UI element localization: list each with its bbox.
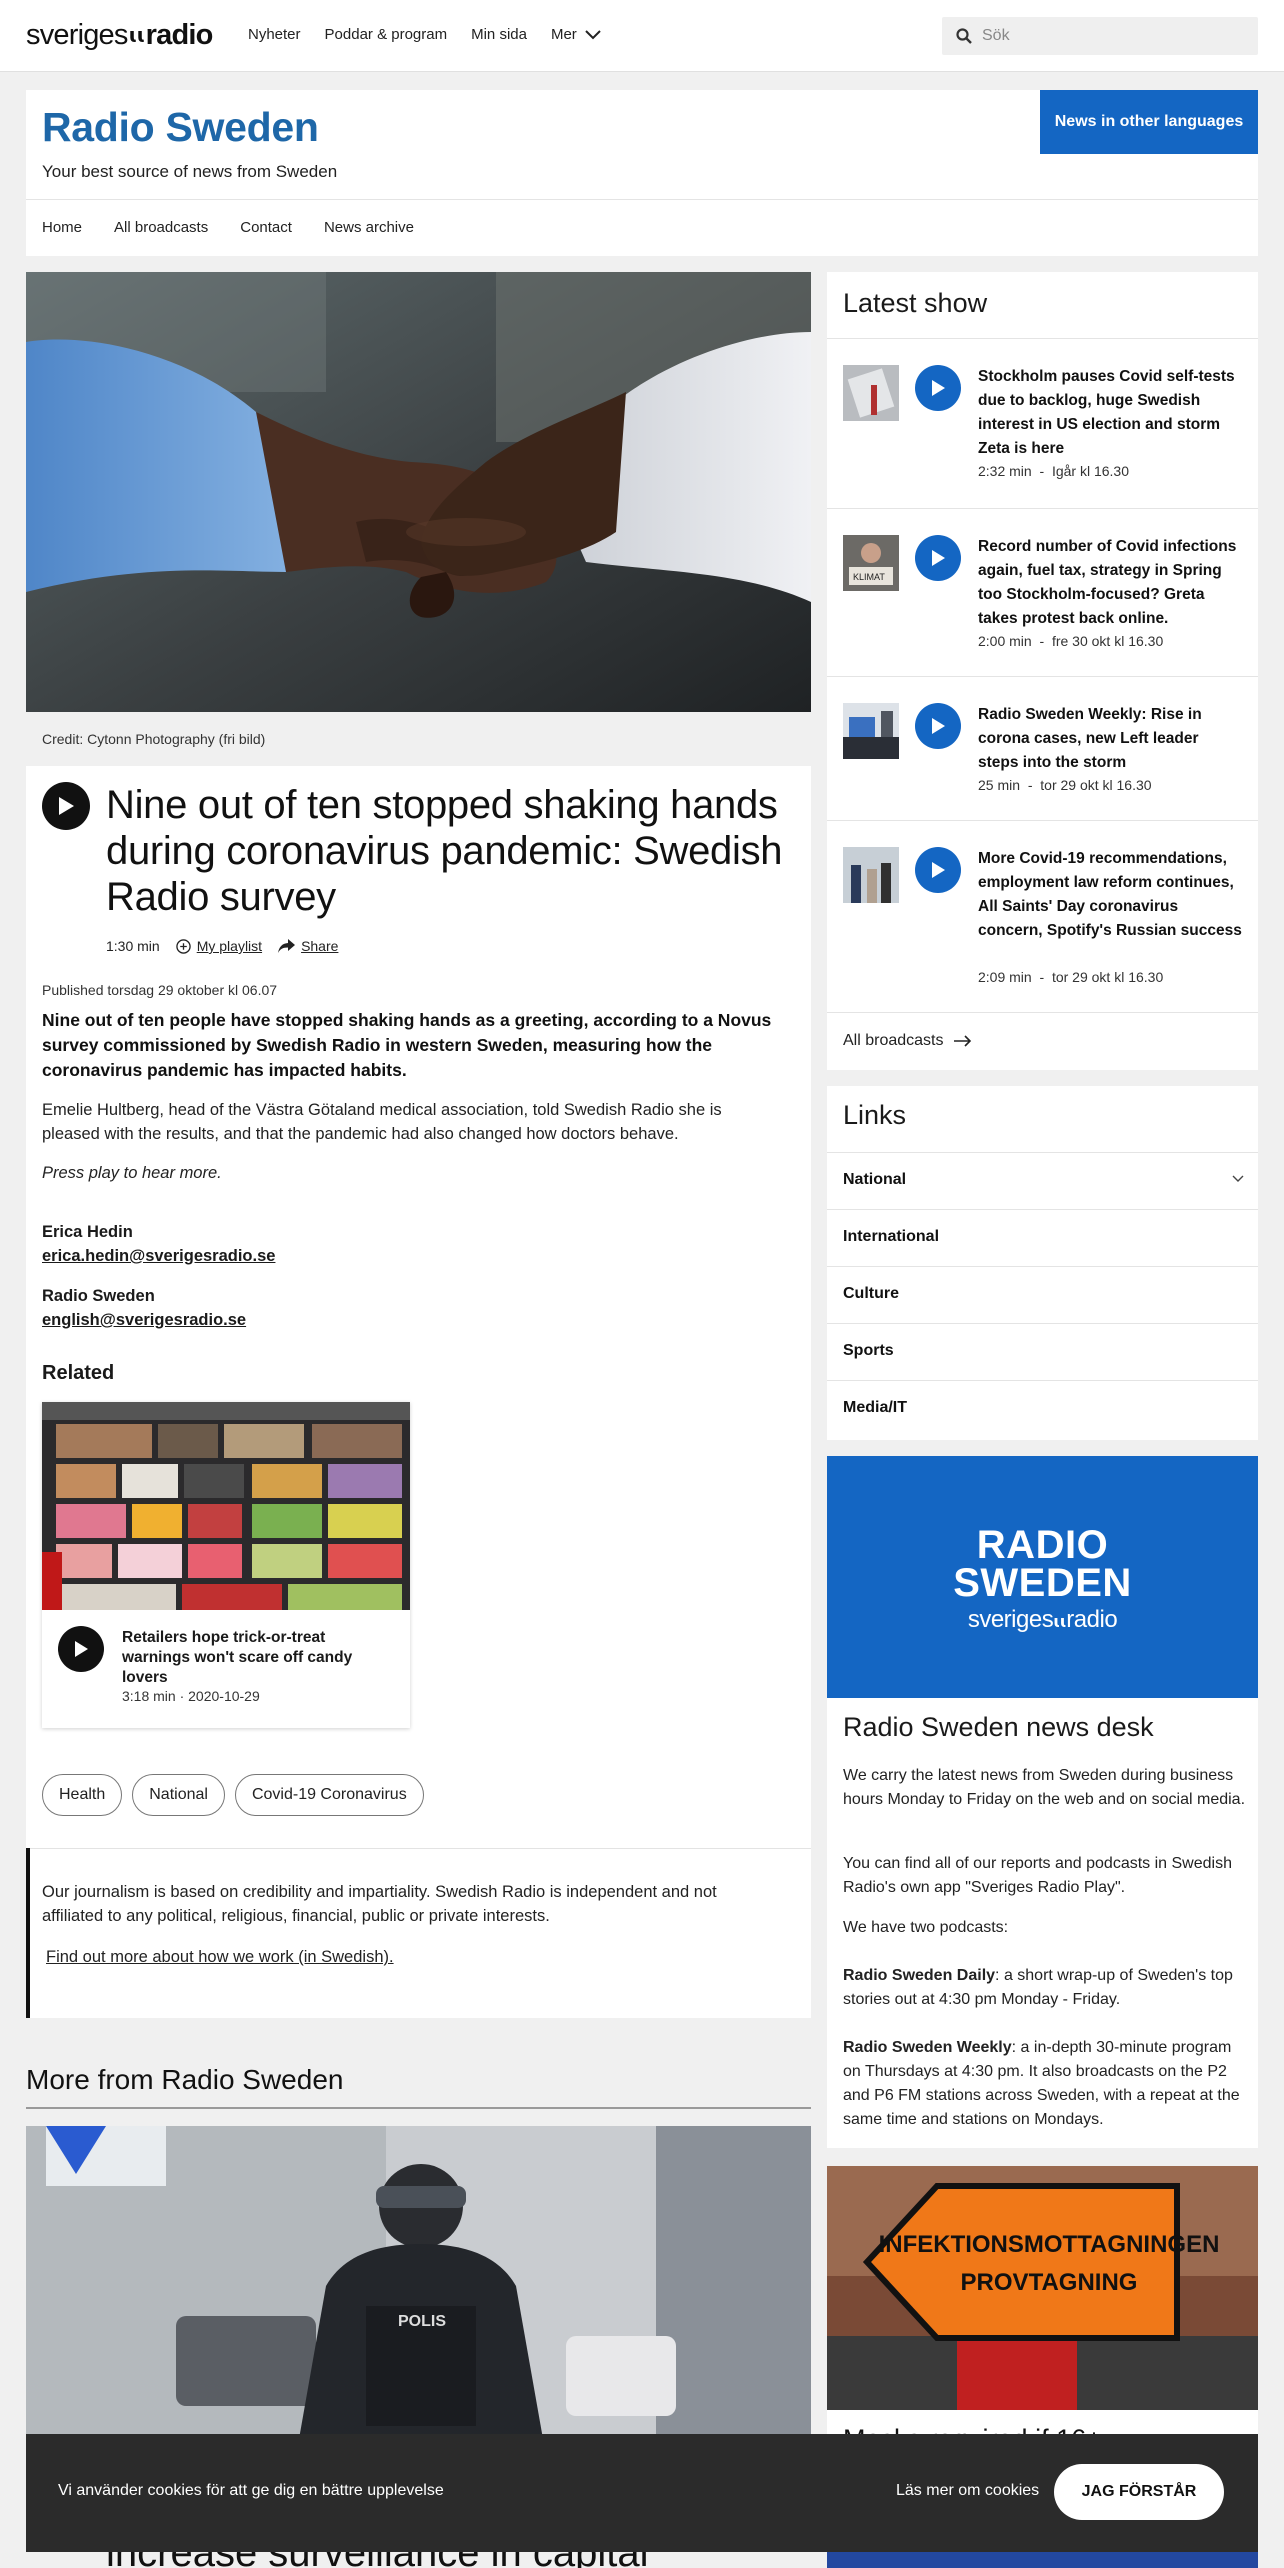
link-sports[interactable] <box>827 1323 1258 1380</box>
subnav-news-archive[interactable]: News archive <box>323 219 414 236</box>
banner-line-radio: RADIO <box>976 1523 1109 1567</box>
share-label: Share <box>301 938 339 954</box>
chevron-down-icon <box>1232 1175 1244 1183</box>
nav-mer[interactable] <box>551 26 601 43</box>
links-panel <box>827 1086 1258 1440</box>
meta-separator: - <box>1027 777 1033 793</box>
latest-play-button[interactable] <box>915 365 961 411</box>
article <box>26 766 811 2018</box>
latest-item[interactable] <box>827 820 1258 1012</box>
cookie-accept-button[interactable]: JAG FÖRSTÅR <box>1054 2464 1224 2520</box>
subnav-all-broadcasts[interactable]: All broadcasts <box>114 219 209 236</box>
latest-play-button[interactable] <box>915 703 961 749</box>
link-label: International <box>843 1228 940 1245</box>
related-meta: 3:18 min · 2020-10-29 <box>122 1688 260 1704</box>
cookie-text: Vi använder cookies för att ge dig en bättre upplevelse <box>58 2482 444 2499</box>
logo-text-left: sveriges <box>26 19 128 51</box>
news-desk-heading: Radio Sweden news desk <box>843 1712 1154 1742</box>
latest-item-duration: 2:09 min <box>978 969 1032 985</box>
image-credit: Credit: Cytonn Photography (fri bild) <box>42 731 266 747</box>
banner-line-sweden: SWEDEN <box>953 1561 1132 1605</box>
nav-poddar[interactable]: Poddar & program <box>324 26 448 43</box>
latest-show-panel <box>827 272 1258 1070</box>
news-desk-panel <box>827 1456 1258 2148</box>
journalism-statement <box>26 1848 811 2018</box>
svg-text:POLIS: POLIS <box>398 2313 447 2330</box>
desk-paragraph: We have two podcasts: <box>843 1919 1009 1936</box>
latest-item-meta <box>978 463 1129 479</box>
article-duration: 1:30 min <box>106 938 160 954</box>
latest-item-duration: 2:32 min <box>978 463 1032 479</box>
subnav-home[interactable]: Home <box>42 219 83 236</box>
share-arrow-icon <box>278 939 295 953</box>
author-email-link[interactable]: english@sverigesradio.se <box>42 1311 247 1329</box>
program-subtitle: Your best source of news from Sweden <box>42 162 338 181</box>
tag-list <box>42 1774 424 1816</box>
my-playlist-label: My playlist <box>196 938 263 954</box>
latest-thumb <box>843 365 899 421</box>
share-button[interactable] <box>278 938 338 954</box>
latest-item-title: Radio Sweden Weekly: Rise in corona cases, new Left leader steps into the storm <box>978 706 1202 771</box>
tag-covid[interactable]: Covid-19 Coronavirus <box>235 1774 424 1816</box>
latest-item-meta <box>978 633 1163 649</box>
logo-text-right: radio <box>145 19 213 51</box>
latest-item-duration: 25 min <box>978 777 1021 793</box>
cookie-read-more-link[interactable]: Läs mer om cookies <box>896 2482 1040 2499</box>
nav-min-sida[interactable]: Min sida <box>471 26 527 43</box>
link-label: Culture <box>843 1285 899 1302</box>
author-erica-hedin <box>42 1220 275 1268</box>
latest-thumb <box>843 847 899 903</box>
desk-paragraph: We carry the latest news from Sweden during business hours Monday to Friday on the web and on social media. <box>843 1767 1246 1808</box>
related-image-candy <box>42 1402 410 1610</box>
press-play-note: Press play to hear more. <box>42 1164 222 1182</box>
latest-thumb <box>843 703 899 759</box>
podcast-name: Radio Sweden Weekly <box>843 2039 1012 2056</box>
program-subnav <box>42 219 414 236</box>
link-label: Media/IT <box>843 1399 908 1416</box>
chevron-down-icon <box>585 30 601 40</box>
header-divider <box>26 199 1258 200</box>
related-title[interactable]: Retailers hope trick-or-treat warnings won't scare off candy lovers <box>122 1629 353 1686</box>
related-card[interactable] <box>42 1402 410 1728</box>
play-icon <box>930 379 946 397</box>
article-body: Emelie Hultberg, head of the Västra Götaland medical association, told Swedish Radio she is pleased with the results, and that the pandemic had also changed how doctors behave. <box>42 1101 722 1143</box>
tag-national[interactable]: National <box>132 1774 225 1816</box>
banner-radio: radio <box>1066 1606 1118 1633</box>
play-icon <box>57 796 75 816</box>
latest-item[interactable] <box>827 338 1258 508</box>
article-hero-image <box>26 272 811 712</box>
meta-separator: - <box>1039 463 1045 479</box>
top-bar <box>0 0 1284 72</box>
author-name: Erica Hedin <box>42 1223 133 1241</box>
desk-podcast-weekly <box>843 2036 1248 2132</box>
article-meta <box>106 938 338 954</box>
svg-text:KLIMAT: KLIMAT <box>853 572 885 582</box>
play-icon <box>930 861 946 879</box>
latest-item-date: tor 29 okt kl 16.30 <box>1051 969 1164 985</box>
latest-divider <box>827 1012 1258 1013</box>
subnav-contact[interactable]: Contact <box>240 219 292 236</box>
latest-play-button[interactable] <box>915 847 961 893</box>
plus-circle-icon <box>176 939 191 954</box>
search-icon <box>956 28 972 44</box>
main-nav <box>248 26 601 43</box>
latest-item-duration: 2:00 min <box>978 633 1032 649</box>
latest-show-heading: Latest show <box>843 288 988 318</box>
related-play-button[interactable] <box>58 1626 104 1672</box>
nav-mer-label: Mer <box>550 26 577 43</box>
latest-item[interactable] <box>827 508 1258 676</box>
link-culture[interactable] <box>827 1266 1258 1323</box>
more-article-image-police[interactable] <box>26 2126 811 2456</box>
article-lead: Nine out of ten people have stopped shaking hands as a greeting, according to a Novus survey commissioned by Swedish Radio in western Sweden, measuring how the coronavirus pandemic has impacted habits. <box>42 1010 772 1080</box>
tag-health[interactable]: Health <box>42 1774 122 1816</box>
play-icon <box>930 549 946 567</box>
my-playlist-button[interactable] <box>176 938 262 954</box>
news-other-languages-button[interactable]: News in other languages <box>1040 90 1258 154</box>
latest-item-date: Igår kl 16.30 <box>1051 463 1129 479</box>
latest-item-title: More Covid-19 recommendations, employment law reform continues, All Saints' Day coronavirus concern, Spotify's Russian success <box>978 850 1242 939</box>
author-email-link[interactable]: erica.hedin@sverigesradio.se <box>42 1247 276 1265</box>
search-box <box>942 17 1258 55</box>
latest-item[interactable] <box>827 676 1258 820</box>
journalism-text: Our journalism is based on credibility and impartiality. Swedish Radio is independent and not affiliated to any political, religious, financial, public or private interests. <box>42 1883 717 1925</box>
cookie-banner <box>26 2434 1258 2552</box>
program-title[interactable]: Radio Sweden <box>42 104 319 150</box>
all-broadcasts-label: All broadcasts <box>843 1032 944 1049</box>
arrow-right-icon <box>954 1035 972 1047</box>
covid-sign-image <box>827 2166 1258 2410</box>
latest-play-button[interactable] <box>915 535 961 581</box>
latest-item-meta <box>978 777 1152 793</box>
latest-item-date: tor 29 okt kl 16.30 <box>1040 777 1152 793</box>
meta-separator: - <box>1039 633 1045 649</box>
latest-item-meta <box>978 969 1163 985</box>
desk-paragraph: You can find all of our reports and podcasts in Swedish Radio's own app "Sveriges Radio Play". <box>843 1855 1232 1896</box>
sign-line-1: INFEKTIONSMOTTAGNINGEN <box>878 2231 1220 2258</box>
how-we-work-link[interactable]: Find out more about how we work (in Swedish). <box>46 1948 394 1966</box>
play-icon <box>930 717 946 735</box>
search-input[interactable] <box>982 27 1242 45</box>
link-international[interactable] <box>827 1209 1258 1266</box>
latest-thumb <box>843 535 899 591</box>
podcast-desc: : a short wrap-up of Sweden's top stories out at 4:30 pm Monday - Friday. <box>843 1967 1233 2008</box>
podcast-name: Radio Sweden Daily <box>843 1967 996 1984</box>
published-date: Published torsdag 29 oktober kl 06.07 <box>42 982 278 998</box>
link-label: Sports <box>843 1342 894 1359</box>
all-broadcasts-link[interactable] <box>843 1032 972 1050</box>
latest-item-title: Stockholm pauses Covid self-tests due to backlog, huge Swedish interest in US election and storm Zeta is here <box>978 368 1235 457</box>
program-header <box>26 90 1258 256</box>
desk-podcast-daily <box>843 1964 1248 2012</box>
links-heading: Links <box>843 1100 907 1130</box>
article-title: Nine out of ten stopped shaking hands during coronavirus pandemic: Swedish Radio survey <box>106 783 783 919</box>
banner-sveriges-radio: sverigesꙇꙇradio <box>967 1606 1118 1633</box>
meta-separator: - <box>1039 969 1045 985</box>
link-national[interactable] <box>827 1152 1258 1209</box>
related-heading: Related <box>42 1362 115 1384</box>
link-media-it[interactable] <box>827 1380 1258 1437</box>
author-name: Radio Sweden <box>42 1287 155 1305</box>
author-radio-sweden <box>42 1284 246 1332</box>
play-icon <box>73 1640 89 1658</box>
nav-nyheter[interactable]: Nyheter <box>248 26 301 43</box>
article-play-button[interactable] <box>42 782 90 830</box>
latest-item-title: Record number of Covid infections again, fuel tax, strategy in Spring too Stockholm-focused? Greta takes protest back online. <box>978 538 1237 627</box>
radio-sweden-banner-logo <box>827 1456 1258 1698</box>
logo-mark-icon: ꙇꙇ <box>128 25 145 47</box>
more-heading: More from Radio Sweden <box>26 2064 344 2095</box>
sveriges-radio-logo[interactable] <box>26 19 213 52</box>
banner-sveriges: sveriges <box>967 1606 1054 1633</box>
more-divider <box>26 2107 811 2109</box>
podcast-desc: : a in-depth 30-minute program on Thursdays at 4:30 pm. It also broadcasts on the P2 and P6 FM stations across Sweden, with a repeat at the same time and stations on Mondays. <box>843 2039 1240 2128</box>
sign-line-2: PROVTAGNING <box>960 2269 1138 2296</box>
link-label: National <box>843 1171 907 1188</box>
latest-item-date: fre 30 okt kl 16.30 <box>1051 633 1164 649</box>
